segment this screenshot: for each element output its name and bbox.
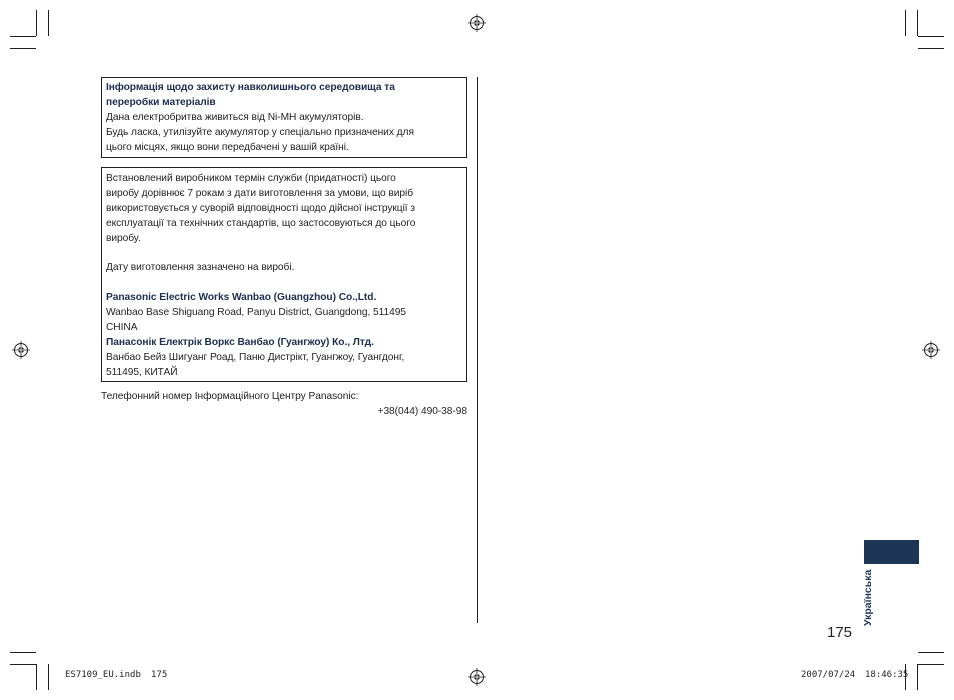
service-text-line4: експлуатації та технічних стандартів, що застосовуються до цього bbox=[106, 218, 416, 229]
crop-mark bbox=[48, 10, 49, 36]
env-title-line2: переробки матеріалів bbox=[106, 97, 216, 108]
language-tab bbox=[864, 540, 919, 564]
crop-mark bbox=[905, 10, 906, 36]
crop-mark bbox=[917, 10, 918, 36]
registration-mark-icon bbox=[468, 668, 486, 686]
crop-mark bbox=[10, 48, 36, 49]
env-title-line1: Інформація щодо захисту навколишнього середовища та bbox=[106, 82, 395, 93]
crop-mark bbox=[36, 664, 37, 690]
env-text-line2: Будь ласка, утилізуйте акумулятор у спеціально призначених для bbox=[106, 127, 414, 138]
crop-mark bbox=[918, 664, 944, 665]
manufacturer-name-en: Panasonic Electric Works Wanbao (Guangzhou) Co.,Ltd. bbox=[106, 292, 377, 303]
crop-mark bbox=[10, 652, 36, 653]
registration-mark-icon bbox=[468, 14, 486, 32]
registration-mark-icon bbox=[12, 341, 30, 359]
crop-mark bbox=[918, 36, 944, 37]
manufacturer-address-en-line1: Wanbao Base Shiguang Road, Panyu District, Guangdong, 511495 bbox=[106, 307, 406, 318]
crop-mark bbox=[10, 36, 36, 37]
crop-mark bbox=[36, 10, 37, 36]
crop-mark bbox=[48, 664, 49, 690]
env-text-line3: цього місцях, якщо вони передбачені у вашій країні. bbox=[106, 142, 349, 153]
page-number: 175 bbox=[827, 624, 853, 641]
crop-mark bbox=[917, 664, 918, 690]
env-text-line1: Дана електробритва живиться від Ni-MH акумуляторів. bbox=[106, 112, 364, 123]
slug-time: 18:46:35 bbox=[865, 670, 909, 680]
registration-mark-icon bbox=[922, 341, 940, 359]
phone-label: Телефонний номер Інформаційного Центру Panasonic: bbox=[101, 391, 359, 402]
crop-mark bbox=[918, 652, 944, 653]
phone-number: +38(044) 490-38-98 bbox=[377, 406, 467, 417]
manufacture-date-note: Дату виготовлення зазначено на виробі. bbox=[106, 262, 295, 273]
manufacturer-address-en-line2: CHINA bbox=[106, 322, 138, 333]
service-text-line3: використовується у суворій відповідності щодо дійсної інструкції з bbox=[106, 203, 415, 214]
manufacturer-name-ua: Панасонік Електрік Воркс Ванбао (Гуангжоу) Ко., Лтд. bbox=[106, 337, 374, 348]
service-text-line1: Встановлений виробником термін служби (придатності) цього bbox=[106, 173, 396, 184]
environment-info-box bbox=[101, 77, 467, 158]
column-divider bbox=[477, 77, 478, 623]
service-text-line5: виробу. bbox=[106, 233, 141, 244]
crop-mark bbox=[10, 664, 36, 665]
manufacturer-address-ua-line1: Ванбао Бейз Шигуанг Роад, Паню Дистрікт, Гуангжоу, Гуангдонг, bbox=[106, 352, 405, 363]
service-text-line2: виробу дорівнює 7 рокам з дати виготовлення за умови, що виріб bbox=[106, 188, 414, 199]
service-life-box bbox=[101, 167, 467, 382]
slug-file: ES7109_EU.indb bbox=[65, 670, 141, 680]
manufacturer-address-ua-line2: 511495, КИТАЙ bbox=[106, 367, 178, 378]
slug-page: 175 bbox=[151, 670, 168, 680]
language-label: Українська bbox=[862, 569, 874, 626]
crop-mark bbox=[918, 48, 944, 49]
slug-date: 2007/07/24 bbox=[801, 670, 856, 680]
